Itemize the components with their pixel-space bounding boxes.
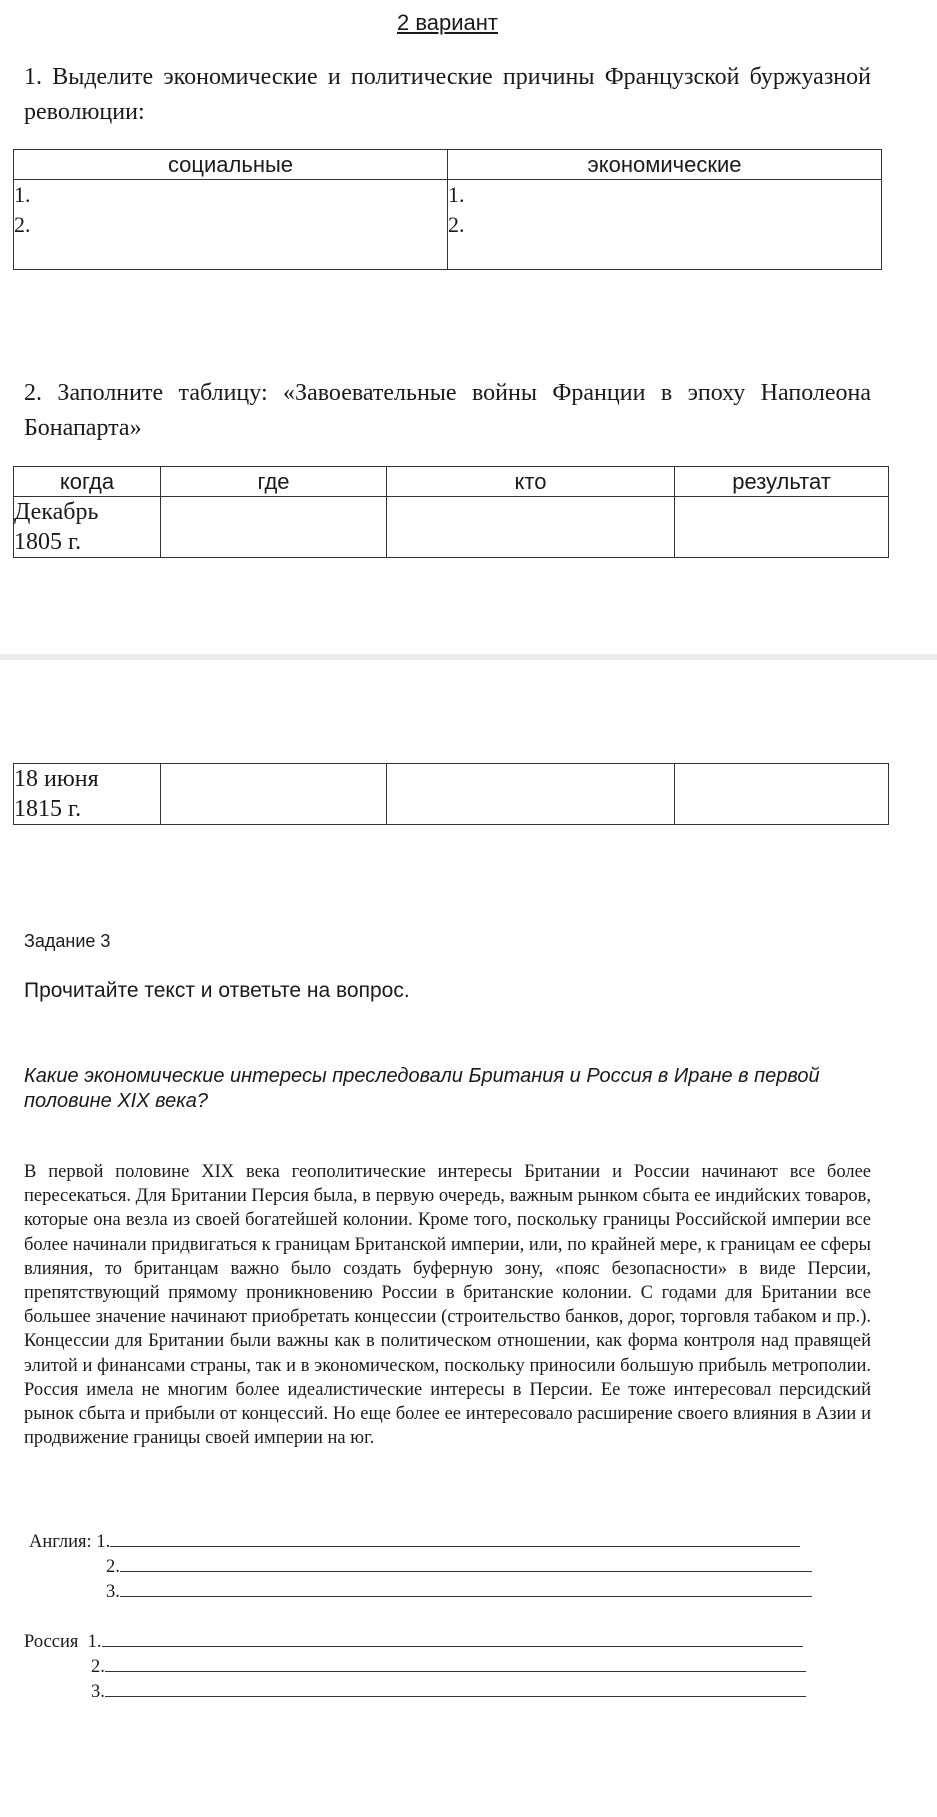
economic-cell[interactable] [448,180,882,270]
answer-number: 1. [96,1532,111,1552]
task2-prompt: 2. Заполните таблицу: «Завоевательные войны Франции в эпоху Наполеона Бонапарта» [24,380,871,441]
column-when: когда [14,467,161,497]
item-number: 2. [448,212,465,237]
table-row [14,497,889,558]
when-line: Декабрь [14,499,99,525]
answer-number: 1. [87,1632,102,1652]
where-cell[interactable] [161,497,387,558]
answer-number: 3. [106,1582,120,1602]
column-result: результат [675,467,889,497]
task3-title: Задание 3 [24,931,111,951]
column-economic: экономические [448,150,882,180]
answer-line-england-1[interactable] [29,1529,800,1555]
column-social: социальные [14,150,448,180]
when-line: 1815 г. [14,796,82,822]
answer-underline [120,1554,812,1572]
when-line: 18 июня [14,766,99,792]
answer-underline [120,1579,812,1597]
england-label: Англия: [29,1532,92,1552]
result-cell[interactable] [675,764,889,825]
page-divider [0,654,937,660]
column-where: где [161,467,387,497]
result-cell[interactable] [675,497,889,558]
answer-number: 2. [106,1557,120,1577]
task3-instruction: Прочитайте текст и ответьте на вопрос. [24,979,410,1002]
where-cell[interactable] [161,764,387,825]
answer-line-russia-2[interactable] [91,1654,806,1680]
reading-text: В первой половине XIX века геополитические интересы Британии и России начинают все более пересекаться. Для Британии Персия была, в первую очередь, важным рынком сбыта ее индийских товаров, которые она везла из своей богатейшей колонии. Кроме того, поскольку границы Российской империи все более начинали придвигаться к границам Британской империи, или, по крайней мере, к границам ее сферы влияния, то британцам важно было создать буферную зону, «пояс безопасности» в виде Персии, препятствующий прямому проникновению России в британские колонии. С годами для Британии все большее значение начинают приобретать концессии (строительство банков, дорог, торговля табаком и пр.). Концессии для Британии были важны как в политическом отношении, как форма контроля над правящей элитой и финансами страны, так и в экономическом, поскольку приносили большую прибыль метрополии. Россия имела не многим более идеалистические интересы в Персии. Ее тоже интересовал персидский рынок сбыта и прибыли от концессий. Но еще более ее интересовало расширение своего влияния в Азии и продвижение границы своей империи на юг. [24,1162,871,1449]
answer-underline [102,1629,803,1647]
social-cell[interactable] [14,180,448,270]
who-cell[interactable] [387,764,675,825]
item-number: 1. [14,182,31,207]
answer-underline [105,1679,806,1697]
causes-table [13,149,882,270]
answer-line-england-3[interactable] [106,1579,812,1605]
wars-table-continued [13,763,889,825]
who-cell[interactable] [387,497,675,558]
variant-heading: 2 вариант [396,10,498,35]
answer-line-russia-1[interactable] [24,1629,803,1655]
column-who: кто [387,467,675,497]
when-line: 1805 г. [14,529,82,555]
when-cell [14,497,161,558]
task3-question: Какие экономические интересы преследовали Британия и Россия в Иране в первой половине XIX века? [24,1065,820,1112]
answer-line-russia-3[interactable] [91,1679,806,1705]
answer-line-england-2[interactable] [106,1554,812,1580]
answer-underline [105,1654,806,1672]
item-number: 2. [14,212,31,237]
wars-table [13,466,889,558]
answer-underline [110,1529,800,1547]
when-cell [14,764,161,825]
answer-number: 3. [91,1682,105,1702]
answer-number: 2. [91,1657,105,1677]
russia-label: Россия [24,1632,79,1652]
task1-prompt: 1. Выделите экономические и политические причины Французской буржуазной революции: [24,64,871,125]
table-row [14,764,889,825]
item-number: 1. [448,182,465,207]
